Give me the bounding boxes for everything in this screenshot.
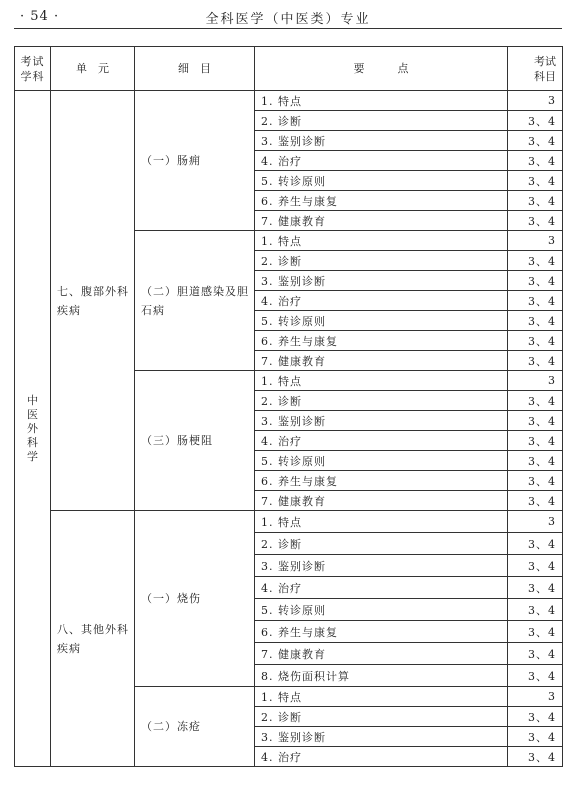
key-point-cell: 6. 养生与康复 xyxy=(255,471,508,491)
exam-subject-cell xyxy=(15,91,51,767)
header-unit: 单 元 xyxy=(51,47,135,91)
exam-level-cell: 3、4 xyxy=(508,643,563,665)
key-point-cell: 4. 治疗 xyxy=(255,577,508,599)
exam-level-cell: 3、4 xyxy=(508,251,563,271)
detail-cell: （一）烧伤 xyxy=(135,511,255,687)
key-point-cell: 6. 养生与康复 xyxy=(255,621,508,643)
header-exam-subject: 考试 学科 xyxy=(15,47,51,91)
key-point-cell: 4. 治疗 xyxy=(255,151,508,171)
key-point-cell: 5. 转诊原则 xyxy=(255,599,508,621)
exam-level-cell: 3、4 xyxy=(508,331,563,351)
exam-level-cell: 3、4 xyxy=(508,351,563,371)
detail-cell: （二）胆道感染及胆石病 xyxy=(135,231,255,371)
exam-level-cell: 3 xyxy=(508,371,563,391)
exam-level-cell: 3、4 xyxy=(508,747,563,767)
exam-level-cell: 3、4 xyxy=(508,491,563,511)
exam-level-cell: 3、4 xyxy=(508,621,563,643)
unit-cell: 八、其他外科疾病 xyxy=(51,511,135,767)
header-detail: 细 目 xyxy=(135,47,255,91)
exam-level-cell: 3、4 xyxy=(508,431,563,451)
detail-cell: （三）肠梗阻 xyxy=(135,371,255,511)
exam-level-cell: 3、4 xyxy=(508,533,563,555)
exam-level-cell: 3、4 xyxy=(508,311,563,331)
header-key-points: 要 点 xyxy=(255,47,508,91)
key-point-cell: 2. 诊断 xyxy=(255,707,508,727)
header-exam-level: 考试 科目 xyxy=(508,47,563,91)
key-point-cell: 3. 鉴别诊断 xyxy=(255,727,508,747)
key-point-cell: 5. 转诊原则 xyxy=(255,311,508,331)
exam-level-cell: 3 xyxy=(508,687,563,707)
key-point-cell: 6. 养生与康复 xyxy=(255,191,508,211)
exam-level-cell: 3、4 xyxy=(508,211,563,231)
key-point-cell: 7. 健康教育 xyxy=(255,351,508,371)
key-point-cell: 6. 养生与康复 xyxy=(255,331,508,351)
exam-level-cell: 3、4 xyxy=(508,391,563,411)
exam-level-cell: 3、4 xyxy=(508,131,563,151)
table-row xyxy=(15,511,563,533)
key-point-cell: 7. 健康教育 xyxy=(255,211,508,231)
exam-level-cell: 3、4 xyxy=(508,727,563,747)
exam-level-cell: 3、4 xyxy=(508,555,563,577)
key-point-cell: 3. 鉴别诊断 xyxy=(255,131,508,151)
key-point-cell: 2. 诊断 xyxy=(255,391,508,411)
table-row xyxy=(15,91,563,111)
key-point-cell: 1. 特点 xyxy=(255,231,508,251)
exam-level-cell: 3、4 xyxy=(508,577,563,599)
key-point-cell: 1. 特点 xyxy=(255,91,508,111)
key-point-cell: 4. 治疗 xyxy=(255,431,508,451)
key-point-cell: 3. 鉴别诊断 xyxy=(255,555,508,577)
exam-level-cell: 3、4 xyxy=(508,451,563,471)
exam-level-cell: 3、4 xyxy=(508,411,563,431)
exam-level-cell: 3、4 xyxy=(508,291,563,311)
key-point-cell: 2. 诊断 xyxy=(255,251,508,271)
exam-subject-label: 中医外科学 xyxy=(27,393,38,463)
exam-level-cell: 3 xyxy=(508,91,563,111)
exam-level-cell: 3、4 xyxy=(508,707,563,727)
exam-level-cell: 3、4 xyxy=(508,471,563,491)
unit-cell: 七、腹部外科疾病 xyxy=(51,91,135,511)
page-number: · 54 · xyxy=(20,9,60,24)
exam-level-cell: 3、4 xyxy=(508,271,563,291)
running-title: 全科医学（中医类）专业 xyxy=(205,12,371,27)
detail-cell: （二）冻疮 xyxy=(135,687,255,767)
key-point-cell: 5. 转诊原则 xyxy=(255,171,508,191)
exam-level-cell: 3、4 xyxy=(508,111,563,131)
key-point-cell: 2. 诊断 xyxy=(255,111,508,131)
key-point-cell: 4. 治疗 xyxy=(255,291,508,311)
key-point-cell: 1. 特点 xyxy=(255,511,508,533)
table-header-row xyxy=(15,47,563,91)
exam-level-cell: 3、4 xyxy=(508,171,563,191)
key-point-cell: 3. 鉴别诊断 xyxy=(255,271,508,291)
detail-cell: （一）肠痈 xyxy=(135,91,255,231)
exam-level-cell: 3、4 xyxy=(508,151,563,171)
table-body xyxy=(15,91,563,767)
key-point-cell: 5. 转诊原则 xyxy=(255,451,508,471)
key-point-cell: 1. 特点 xyxy=(255,371,508,391)
key-point-cell: 3. 鉴别诊断 xyxy=(255,411,508,431)
page-header xyxy=(14,6,562,29)
exam-level-cell: 3、4 xyxy=(508,599,563,621)
key-point-cell: 8. 烧伤面积计算 xyxy=(255,665,508,687)
exam-level-cell: 3、4 xyxy=(508,665,563,687)
key-point-cell: 7. 健康教育 xyxy=(255,491,508,511)
exam-level-cell: 3 xyxy=(508,511,563,533)
key-point-cell: 4. 治疗 xyxy=(255,747,508,767)
syllabus-table xyxy=(14,46,563,767)
key-point-cell: 1. 特点 xyxy=(255,687,508,707)
key-point-cell: 7. 健康教育 xyxy=(255,643,508,665)
key-point-cell: 2. 诊断 xyxy=(255,533,508,555)
exam-level-cell: 3 xyxy=(508,231,563,251)
exam-level-cell: 3、4 xyxy=(508,191,563,211)
